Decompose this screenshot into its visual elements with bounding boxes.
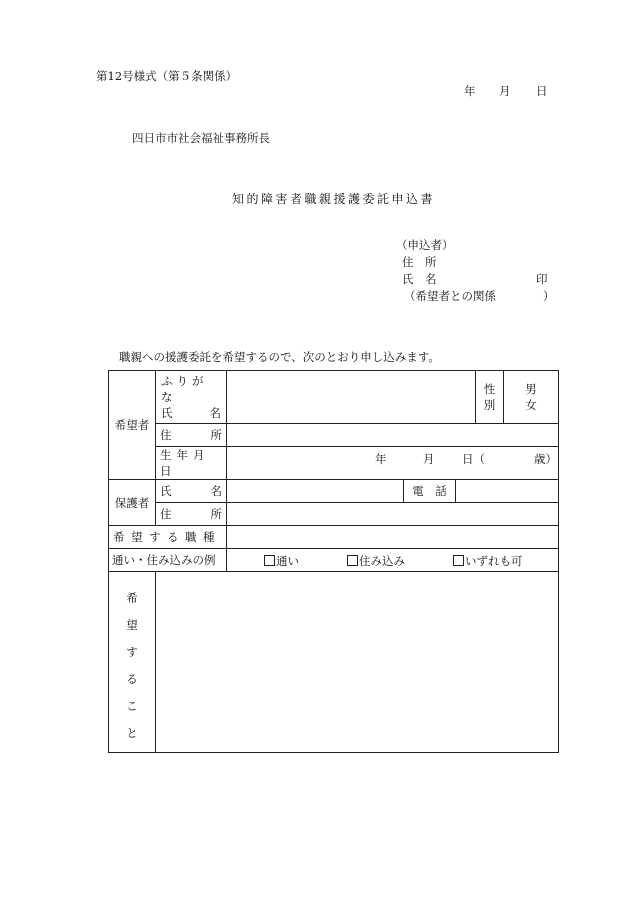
commute-label: 通い・住み込みの例 [109, 549, 227, 572]
date-month: 月 [499, 84, 511, 98]
checkbox-icon[interactable] [347, 555, 358, 566]
job-type-field[interactable] [227, 526, 559, 549]
applicant-name-field[interactable] [227, 371, 476, 424]
name-label: 氏 名 [161, 406, 221, 420]
birth-date-label: 生年月日 [156, 447, 227, 480]
applicant-label: （申込者） [396, 238, 454, 252]
sex-options[interactable] [504, 371, 559, 424]
checkbox-icon[interactable] [264, 555, 275, 566]
furigana-name-label [156, 371, 227, 424]
commute-options [227, 549, 559, 572]
guardian-address-field[interactable] [227, 503, 559, 526]
applicant-name-label: 氏 名 [402, 272, 437, 286]
relation-close: ） [543, 289, 555, 303]
guardian-group-label: 保護者 [109, 480, 156, 526]
application-table [108, 370, 559, 753]
relation-label: （希望者との関係 [404, 289, 496, 303]
guardian-name-label: 氏 名 [156, 480, 227, 503]
sex-label: 性 別 [476, 371, 504, 424]
applicant-group-label: 希望者 [109, 371, 156, 480]
seal-mark: 印 [536, 272, 548, 286]
checkbox-icon[interactable] [453, 555, 464, 566]
birth-year-unit: 年 [375, 452, 387, 466]
intro-text: 職親への援護委託を希望するので、次のとおり申し込みます。 [119, 350, 440, 364]
birth-date-field[interactable] [227, 447, 559, 480]
recipient: 四日市市社会福祉事務所長 [132, 131, 270, 145]
applicant-address-field[interactable] [227, 424, 559, 447]
furigana-label: ふりがな [161, 374, 208, 404]
phone-field[interactable] [456, 480, 559, 503]
page-title: 知的障害者職親援護委託申込書 [232, 192, 436, 206]
male-option[interactable]: 男 [525, 382, 537, 396]
phone-label: 電 話 [404, 480, 456, 503]
form-number: 第12号様式（第５条関係） [96, 69, 238, 83]
option-either[interactable]: いずれも可 [453, 553, 523, 569]
date-year: 年 [464, 84, 476, 98]
birth-month-unit: 月 [423, 452, 435, 466]
wishes-label: 希 望 す る こ と [109, 572, 156, 753]
option-live-in[interactable]: 住み込み [347, 553, 405, 569]
wishes-field[interactable] [156, 572, 559, 753]
address-label: 住 所 [156, 424, 227, 447]
birth-day-unit: 日（ [462, 452, 485, 466]
birth-age-unit: 歳） [534, 452, 557, 466]
option-commute[interactable]: 通い [264, 553, 299, 569]
job-type-label: 希望する職種 [109, 526, 227, 549]
guardian-name-field[interactable] [227, 480, 404, 503]
female-option[interactable]: 女 [525, 398, 537, 412]
date-day: 日 [536, 84, 548, 98]
applicant-address-label: 住 所 [402, 255, 437, 269]
guardian-address-label: 住 所 [156, 503, 227, 526]
